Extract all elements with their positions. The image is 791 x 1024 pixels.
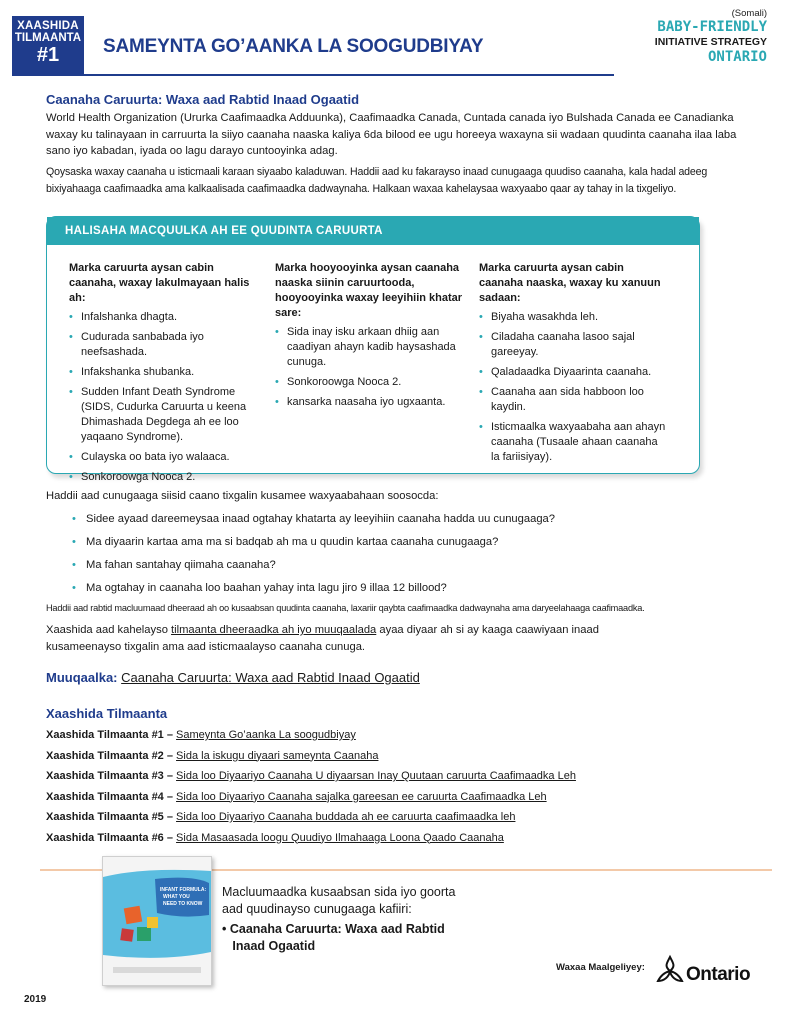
bfi-line-1: BABY-FRIENDLY xyxy=(657,19,767,35)
booklet-title-line-1: Caanaha Caruurta: Waxa aad Rabtid xyxy=(229,922,445,936)
risks-column-2 xyxy=(275,261,465,415)
ontario-wordmark: Ontario xyxy=(686,964,751,985)
booklet-cover-art xyxy=(103,857,211,985)
sentence-text-start: Xaashida aad kahelayso xyxy=(46,624,172,636)
funded-by-label: Waxaa Maalgeliyey: xyxy=(556,962,645,973)
questions-list xyxy=(72,512,752,604)
tip-sheet-item xyxy=(46,831,766,846)
tip-sheet-item xyxy=(46,749,766,764)
badge-line-1: XAASHIDA xyxy=(17,20,79,32)
tip-sheet-link[interactable]: Sida Masaasada loogu Quudiyo Ilmahaaga Loona Qaado Caanaha xyxy=(176,831,504,844)
tips-and-videos-link[interactable]: tilmaanta dheeraadka ah iyo muuqaalada xyxy=(171,624,377,636)
badge-number: #1 xyxy=(36,44,60,66)
list-item: • Sidee ayaad dareemeysaa inaad ogtahay khatarta ay leeyihiin caanaha hadda uu cunugaaga? xyxy=(72,512,752,527)
list-item: • Ma ogtahay in caanaha loo baahan yahay inta lagu jiro 9 illaa 12 billood? xyxy=(72,581,752,596)
tip-sheet-link[interactable]: Sida loo Diyaariyo Caanaha sajalka gareesan ee caruurta Caafimaadka Leh xyxy=(176,790,547,803)
risks-box xyxy=(46,216,700,483)
list-item: • Sonkoroowga Nooca 2. xyxy=(69,470,259,485)
list-item: • kansarka naasaha iyo ugxaanta. xyxy=(275,395,465,410)
video-line xyxy=(46,670,420,685)
more-info-line-2: aad quudinayso cunugaaga kafiiri: xyxy=(222,902,412,916)
tip-sheet-list xyxy=(46,728,766,851)
ontario-logo xyxy=(654,954,774,990)
list-item: • Culayska oo bata iyo walaaca. xyxy=(69,450,259,465)
tip-sheet-link[interactable]: Sida loo Diyaariyo Caanaha buddada ah ee caruurta caafimaadka leh xyxy=(176,811,516,823)
tip-sheet-item xyxy=(46,790,766,805)
risks-column-3 xyxy=(479,261,669,470)
page-title: SAMEYNTA GO’AANKA LA SOOGUDBIYAY xyxy=(103,36,484,57)
tip-sheet-link[interactable]: Sida loo Diyaariyo Caanaha U diyaarsan Inay Quutaan caruurta Caafimaadka Leh xyxy=(176,770,576,782)
intro-paragraph-1: World Health Organization (Ururka Caafimaadka Adduunka), Caafimaadka Canada, Cuntada canada iyo Bulshada Canada ee Canadianka waxay ku talinayaan in carruurta la siiyo caanaha naaska kaliya 6da bilood ee ugu horeeya waxayna sii wadaan quudinta caanaha ilaa laba sano iyo kabadan, iyada oo lagu darayo cuntooyinka adag. xyxy=(46,112,737,157)
tip-sheet-badge xyxy=(12,16,84,76)
column-heading: Marka caruurta aysan cabin caanaha, waxay lakulmayaan halis ah: xyxy=(69,262,250,304)
tip-sheet-label: Xaashida Tilmaanta #1 – xyxy=(46,729,173,741)
language-label: (Somali) xyxy=(731,8,767,19)
booklet-title-line-2: Inaad Ogaatid xyxy=(232,939,316,953)
list-item: • Cudurada sanbabada iyo neefsashada. xyxy=(69,330,259,360)
list-item: • Sonkoroowga Nooca 2. xyxy=(275,375,465,390)
list-item: • Caanaha aan sida habboon loo kaydin. xyxy=(479,385,669,415)
tip-sheet-label: Xaashida Tilmaanta #6 – xyxy=(46,831,173,844)
booklet-cover-title-2: WHAT YOU xyxy=(163,894,190,900)
header-rule xyxy=(84,74,614,76)
list-item: • Ciladaha caanaha lasoo sajal gareeyay. xyxy=(479,330,669,360)
tip-sheet-label: Xaashida Tilmaanta #2 – xyxy=(46,749,173,762)
tip-sheet-link[interactable]: Sida la iskugu diyaari sameynta Caanaha xyxy=(176,749,379,762)
more-info-block xyxy=(222,884,522,955)
tip-sheet-label: Xaashida Tilmaanta #3 – xyxy=(46,770,173,782)
list-item: • Qaladaadka Diyaarinta caanaha. xyxy=(479,365,669,380)
tip-sheet-item xyxy=(46,810,766,825)
list-item: • Isticmaalka waxyaabaha aan ahayn caanaha (Tusaale ahaan caanaha la fariisiyay). xyxy=(479,420,669,465)
booklet-thumbnail xyxy=(102,856,212,986)
booklet-reference: • Caanaha Caruurta: Waxa aad Rabtid Inaad Ogaatid xyxy=(222,922,445,953)
column-heading: Marka hooyooyinka aysan caanaha naaska siinin caruurtooda, hooyooyinka waxay leeyihiin khatar sare: xyxy=(275,262,463,319)
list-item: • Ma fahan santahay qiimaha caanaha? xyxy=(72,558,752,573)
video-link[interactable]: Caanaha Caruurta: Waxa aad Rabtid Inaad Ogaatid xyxy=(121,670,420,685)
booklet-cover-title-3: NEED TO KNOW xyxy=(163,901,203,907)
trillium-icon xyxy=(654,954,686,986)
more-info-line-1: Macluumaadka kusaabsan sida iyo goorta xyxy=(222,885,456,899)
list-item: • Infalshanka dhagta. xyxy=(69,310,259,325)
intro-heading: Caanaha Caruurta: Waxa aad Rabtid Inaad Ogaatid xyxy=(46,92,360,107)
bfi-logo xyxy=(655,8,767,65)
list-item: • Sida inay isku arkaan dhiig aan caadiyan ahayn kadib haysashada cunuga. xyxy=(275,325,465,370)
risks-box-heading: HALISAHA MACQUULKA AH EE QUUDINTA CARUURTA xyxy=(47,217,699,245)
list-item: • Infakshanka shubanka. xyxy=(69,365,259,380)
sentence-text-end: ayaa diyaar ah si ay kaaga caawiyaan inaad kusameenayso tixgalin ama aad isticmaalayso caanaha cunuga. xyxy=(46,624,599,653)
list-item: • Biyaha wasakhda leh. xyxy=(479,310,669,325)
bfi-line-2: INITIATIVE STRATEGY xyxy=(654,36,767,48)
booklet-cover-title-1: INFANT FORMULA: xyxy=(160,887,207,893)
more-info-note: Haddii aad rabtid macluumaad dheeraad ah oo kusaabsan quudinta caanaha, laxariir qaybta caafimaadka dadwaynaha ama daryeelahaaga caafimaadka. xyxy=(46,603,645,613)
questions-lead: Haddii aad cunugaaga siisid caano tixgalin kusamee waxyaabahaan soosocda: xyxy=(46,490,439,502)
tip-sheet-link[interactable]: Sameynta Go’aanka La soogudbiyay xyxy=(176,729,356,741)
video-label: Muuqaalka: xyxy=(46,670,118,685)
badge-line-2: TILMAANTA xyxy=(14,32,82,44)
tip-sheet-item xyxy=(46,728,766,743)
column-heading: Marka caruurta aysan cabin caanaha naaska, waxay ku xanuun sadaan: xyxy=(479,262,661,304)
publication-year: 2019 xyxy=(24,994,47,1005)
list-item: • Ma diyaarin kartaa ama ma si badqab ah ma u quudin kartaa caanaha cunugaaga? xyxy=(72,535,752,550)
tip-sheet-label: Xaashida Tilmaanta #4 – xyxy=(46,790,173,803)
intro-paragraph-2: Qoysaska waxay caanaha u isticmaali karaan siyaabo kaladuwan. Haddii aad ku fakarayso inaad cunugaaga quudiso caanaha, kala hadal adeeg bixiyahaaga caafimaadka ama kalkaalisada caafimaadka dadwaynaha. Halkaan waxaa kahelaysaa waxyaabo qaar ay tahay in la tixgeliyo. xyxy=(46,166,708,195)
tip-sheet-label: Xaashida Tilmaanta #5 – xyxy=(46,811,173,823)
tip-sheet-item xyxy=(46,769,766,784)
bfi-line-3: ONTARIO xyxy=(707,49,767,65)
risks-column-1 xyxy=(69,261,259,490)
resources-heading: Xaashida Tilmaanta xyxy=(46,706,168,721)
list-item: • Sudden Infant Death Syndrome (SIDS, Cudurka Caruurta u keena Dhimashada Degdega ah ee loo yaqaano Syndrome). xyxy=(69,385,259,445)
tip-sheets-sentence xyxy=(46,622,666,655)
